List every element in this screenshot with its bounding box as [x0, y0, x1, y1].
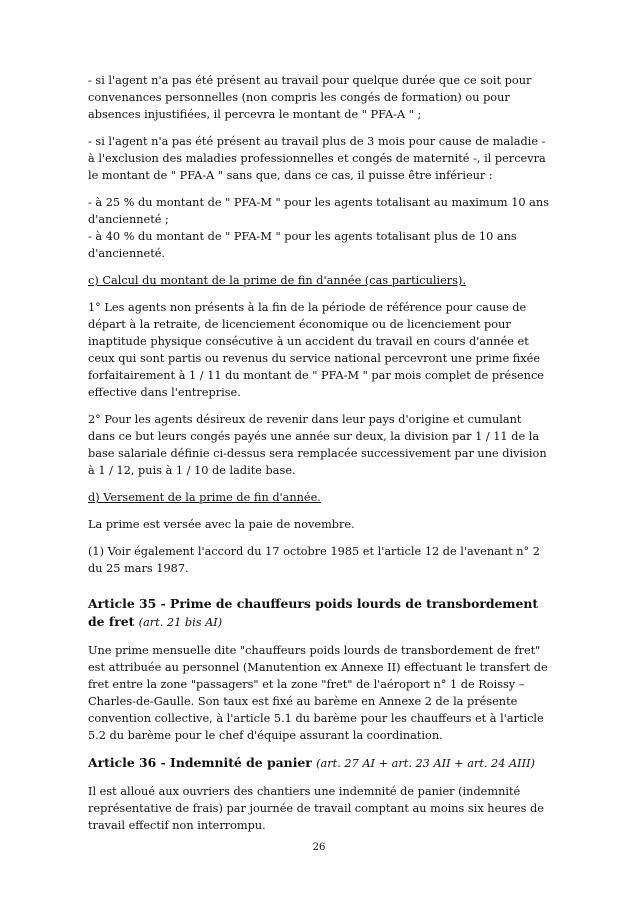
article-35-heading: [88, 595, 552, 632]
footnote-reference: (1) Voir également l'accord du 17 octobre 1985 et l'article 12 de l'avenant n° 2 du 25 mars 1987.: [88, 545, 540, 575]
article-35-reference: (art. 21 bis AI): [138, 616, 223, 629]
paragraph-agents-non-presents: 1° Les agents non présents à la fin de la période de référence pour cause de départ à la retraite, de licenciement économique ou de licenciement pour inaptitude physique consécutive à un accident du travail en cours d'année et ceux qui sont partis ou revenus du service national percevront une prime fixée forfaitairement à 1 / 11 du montant de " PFA-M " par mois complet de présence effective dans l'entreprise.: [88, 301, 544, 399]
article-35-title: Article 35 - Prime de chauffeurs poids lourds de transbordement de fret: [88, 596, 539, 629]
paragraph-prime-chauffeurs: Une prime mensuelle dite "chauffeurs poids lourds de transbordement de fret" est attribuée au personnel (Manutention ex Annexe II) effectuant le transfert de fret entre la zone "passagers" et la zone "fret" de l'aéroport n° 1 de Roissy – Charles-de-Gaulle. Son taux est fixé au barème en Annexe 2 de la présente convention collective, à l'article 5.1 du barème pour les chauffeurs et à l'article 5.2 du barème pour le chef d'équipe assurant la coordination.: [88, 644, 548, 742]
article-36-title: Article 36 - Indemnité de panier: [88, 755, 312, 770]
paragraph-indemnite-panier: Il est alloué aux ouvriers des chantiers une indemnité de panier (indemnité représentative de frais) par journée de travail comptant au moins six heures de travail effectif non interrompu.: [88, 785, 544, 832]
paragraph-25-percent: - à 25 % du montant de " PFA-M " pour les agents totalisant au maximum 10 ans d'ancienneté ;: [88, 196, 549, 226]
paragraph-40-percent: - à 40 % du montant de " PFA-M " pour les agents totalisant plus de 10 ans d'ancienneté.: [88, 230, 517, 260]
paragraph-versement: La prime est versée avec la paie de novembre.: [88, 518, 355, 531]
paragraph-pays-origine: 2° Pour les agents désireux de revenir dans leur pays d'origine et cumulant dans ce but leurs congés payés une année sur deux, la division par 1 / 11 de la base salariale définie ci-dessus sera remplacée successivement par une division à 1 / 12, puis à 1 / 10 de ladite base.: [88, 413, 547, 477]
page-number: 26: [312, 842, 326, 853]
article-36-reference: (art. 27 AI + art. 23 AII + art. 24 AIII): [316, 757, 535, 770]
section-heading-c: c) Calcul du montant de la prime de fin d'année (cas particuliers).: [88, 274, 466, 287]
paragraph-absence-convenances: - si l'agent n'a pas été présent au travail pour quelque durée que ce soit pour convenances personnelles (non compris les congés de formation) ou pour absences injustifiées, il percevra le montant de " PFA-A " ;: [88, 74, 532, 121]
paragraph-absence-maladie: - si l'agent n'a pas été présent au travail plus de 3 mois pour cause de maladie - à l'exclusion des maladies professionnelles et congés de maternité -, il percevra le montant de " PFA-A " sans que, dans ce cas, il puisse être inférieur :: [88, 135, 546, 182]
article-36-heading: [88, 754, 552, 773]
section-heading-d: d) Versement de la prime de fin d'année.: [88, 491, 321, 504]
page-body: [88, 72, 552, 844]
